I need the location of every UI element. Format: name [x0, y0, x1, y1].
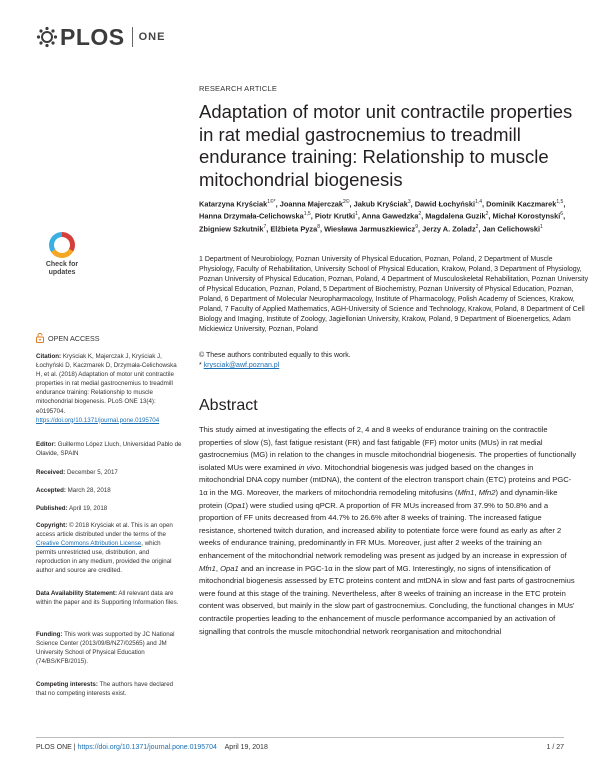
copyright-block: Copyright: © 2018 Kryściak et al. This is an open access article distributed under the terms of the Creative Commons Attribution License, which permits unrestricted use, distribution, and reproduction in any medium, provided the original author and source are credited.: [36, 522, 173, 575]
corresponding-email: [199, 362, 279, 369]
author-name: Hanna Drzymała-Celichowska: [199, 211, 304, 221]
funding-block: Funding: This work was supported by JC National Science Center (2013/09/B/NZ7/02565) and JM University School of Physical Education (74/BS/KFB/2015).: [36, 631, 175, 666]
author-affiliation-marker: 1,5: [303, 211, 311, 218]
author-list: Katarzyna Kryściak$^{1©*}$, Joanna Majerczak$^{2©}$, Jakub Kryściak$^3$, Dawid Łochyński$^{1,4}$, Dominik Kaczmarek$^{1,5}$, Hanna Drzymała-Celichowska$^{1,5}$, Piotr Krutki$^1$, Anna Gawedzka$^2$, Magdalena Guzik$^2$, Michał Korostynski$^6$, Zbigniew Szkutnik$^7$, Elżbieta Pyza$^8$, Wiesława Jarmuszkiewicz$^9$, Jerzy A. Zoladz$^2$, Jan Celichowski$^1$: [199, 199, 566, 234]
license-link[interactable]: Creative Commons Attribution License: [36, 540, 142, 548]
citation-doi-link[interactable]: https://doi.org/10.1371/journal.pone.0195704: [36, 416, 160, 424]
author-name: Piotr Krutki: [314, 211, 356, 221]
author-name: Wiesława Jarmuszkiewicz: [324, 224, 416, 234]
author-name: Dawid Łochyński: [414, 199, 476, 209]
affiliations: 1 Department of Neurobiology, Poznan University of Physical Education, Poznan, Poland, 2 Department of Muscle Physiology, Faculty of Rehabilitation, University School of Physical Education, Krakow, Poland, 3 Department of Physiology, Poznan University of Physical Education, Poznan, Poland, 4 Department of Musculoskeletal Rehabilitation, Poznan University of Physical Education, Poznan, Poland, 5 Department of Biochemistry, Poznan University of Physical Education, Poznan, Poland, 6 Department of Molecular Neuropharmacology, Institute of Pharmacology, Polish Academy of Sciences, Krakow, Poland, 7 Faculty of Applied Mathematics, AGH-University of Science and Technology, Krakow, Poland, 8 Department of Cell Biology and Imaging, Institute of Zoology, Jagiellonian University, Krakow, Poland, 9 Department of Bioenergetics, Adam Mickiewicz University, Poznan, Poland: [199, 256, 589, 333]
published-date: Published: April 19, 2018: [36, 505, 108, 512]
abstract-heading: Abstract: [199, 397, 258, 414]
page-footer: [36, 744, 564, 751]
author-affiliation-marker: 9: [415, 223, 418, 230]
author-name: Dominik Kaczmarek: [486, 199, 557, 209]
check-for-updates-button[interactable]: [38, 232, 86, 284]
citation-block: Citation: Kryściak K, Majerczak J, Kryściak J, Łochyński D, Kaczmarek D, Drzymała-Celichowska H, et al. (2018) Adaptation of motor unit contractile properties in rat medial gastrocnemius to treadmill endurance training: Relationship to muscle mitochondrial biogenesis. PLoS ONE 13(4): e0195704. https://doi.org/10.1371/journal.pone.0195704: [36, 353, 177, 424]
check-updates-icon: [49, 232, 75, 258]
open-lock-icon: [36, 333, 44, 343]
author-affiliation-marker: 6: [560, 211, 564, 218]
footer-divider: [36, 737, 564, 738]
article-type: RESEARCH ARTICLE: [199, 84, 278, 93]
editor-block: Editor: Guillermo López Lluch, Universidad Pablo de Olavide, SPAIN: [36, 441, 182, 458]
author-affiliation-marker: 1: [540, 223, 543, 230]
author-affiliation-marker: 1©*: [267, 199, 276, 205]
author-affiliation-marker: 2: [485, 211, 489, 218]
author-affiliation-marker: 2: [475, 223, 479, 230]
plos-logo-icon: [36, 26, 58, 48]
author-affiliation-marker: 8: [317, 223, 320, 230]
author-name: Elżbieta Pyza: [270, 224, 318, 234]
journal-name: ONE: [138, 31, 166, 43]
author-name: Jerzy A. Zoladz: [422, 224, 476, 234]
author-name: Zbigniew Szkutnik: [199, 224, 264, 234]
author-name: Jakub Kryściak: [353, 199, 408, 209]
accepted-date: Accepted: March 28, 2018: [36, 487, 111, 494]
author-name: Magdalena Guzik: [425, 211, 486, 221]
logo-text: PLOS: [60, 23, 125, 50]
author-affiliation-marker: 1,5: [556, 199, 564, 205]
page-number: 1 / 27: [546, 744, 564, 751]
author-affiliation-marker: 1,4: [475, 199, 483, 205]
author-name: Jan Celichowski: [482, 224, 541, 234]
footer-citation: PLOS ONE | https://doi.org/10.1371/journal.pone.0195704 April 19, 2018: [36, 744, 268, 751]
author-affiliation-marker: 2©: [343, 199, 350, 205]
author-name: Anna Gawedzka: [361, 211, 419, 221]
author-affiliation-marker: 2: [418, 211, 422, 218]
open-access-badge: [36, 333, 100, 343]
email-prefix: *: [199, 362, 204, 369]
received-date: Received: December 5, 2017: [36, 469, 118, 476]
footer-doi-link[interactable]: https://doi.org/10.1371/journal.pone.0195704: [77, 744, 217, 751]
author-affiliation-marker: 7: [263, 223, 267, 230]
open-access-label: OPEN ACCESS: [48, 333, 100, 343]
competing-interests-block: Competing interests: The authors have declared that no competing interests exist.: [36, 681, 174, 698]
author-name: Joanna Majerczak: [279, 199, 343, 209]
author-affiliation-marker: 3: [407, 199, 411, 205]
article-title: Adaptation of motor unit contractile properties in rat medial gastrocnemius to treadmill endurance training: Relationship to muscle mitochondrial biogenesis: [199, 101, 573, 190]
plos-logo[interactable]: [36, 24, 165, 50]
data-availability-block: Data Availability Statement: All relevant data are within the paper and its Supporting Information files.: [36, 590, 179, 607]
logo-divider: [132, 27, 133, 47]
email-link[interactable]: krysciak@awf.poznan.pl: [203, 362, 280, 369]
author-name: Michał Korostynski: [492, 211, 561, 221]
author-name: Katarzyna Kryściak: [199, 199, 268, 209]
abstract-body: This study aimed at investigating the effects of 2, 4 and 8 weeks of endurance training on the contractile properties of slow (S), fast fatigue resistant (FR) and fast fatigable (FF) motor units (MUs) in rat medial gastrocnemius (MG) in relation to the changes in muscle mitochondrial biogenesis. The properties of functionally isolated MUs were examined in vivo. Mitochondrial biogenesis was judged based on the changes in mitochondrial DNA copy number (mtDNA), the content of the electron transport chain (ETC) proteins and PGC-1α in the MG. Moreover, the markers of mitochondria remodeling mitofusins (Mfn1, Mfn2) and dynamin-like protein (Opa1) were studied using qPCR. A proportion of FR MUs increased from 37.9% to 50.8% and a proportion of FF units decreased from 44.7% to 26.6% after 8 weeks of training. The increased fatigue resistance, shortened twitch duration, and increased ability to potentiate force were found as early as after 2 weeks of endurance training, predominantly in FR MUs. Moreover, just after 2 weeks of the training an enhancement of the mitochondrial network remodeling was present as judged by an increase in expression of Mfn1, Opa1 and an increase in PGC-1α in the slow part of MG. Interestingly, no signs of intensification of mitochondrial biogenesis assessed by ETC proteins content and mtDNA in slow and fast parts of gastrocnemius were found at this stage of the training. Nevertheless, after 8 weeks of training an increase in the ETC protein content was observed, but mainly in the slow part of gastrocnemius. Concluding, the functional changes in MUs' contractile properties leading to the enhancement of muscle performance accompanied by an activation of signalling that controls the muscle mitochondrial network reorganisation and mitochondrial: [199, 425, 577, 636]
check-updates-label: Check for updates: [45, 261, 79, 276]
author-affiliation-marker: 1: [355, 211, 358, 218]
equal-contribution-note: © These authors contributed equally to this work.: [199, 352, 351, 359]
